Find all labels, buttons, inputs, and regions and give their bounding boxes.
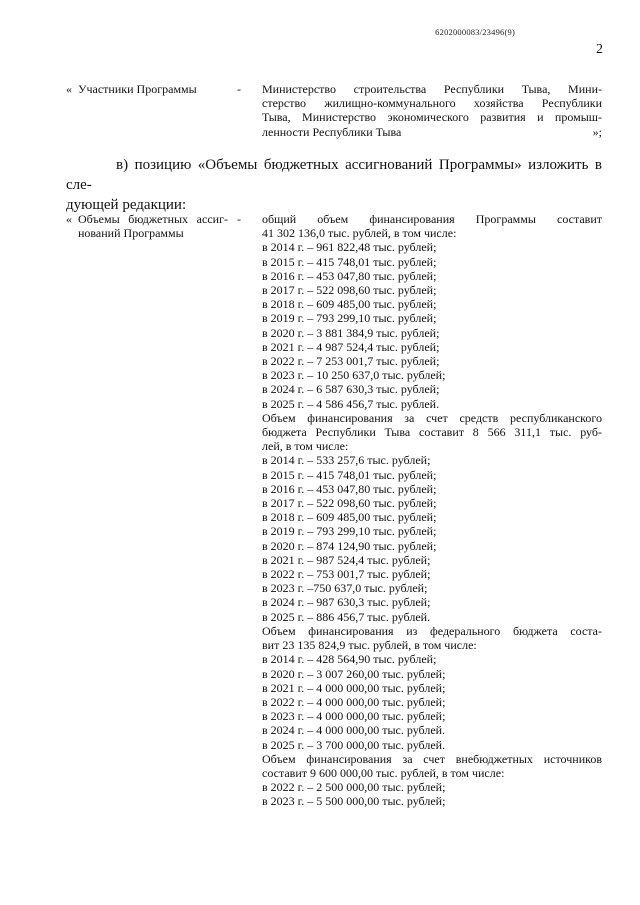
- participants-dash: -: [237, 82, 241, 96]
- page-number: 2: [596, 42, 603, 57]
- participants-quote-open: «: [66, 82, 72, 96]
- volumes-text: [262, 212, 602, 809]
- participants-line: [262, 125, 602, 139]
- item-b-paragraph: [66, 155, 602, 215]
- federal-year-line: в 2025 г. – 3 700 000,00 тыс. рублей.: [262, 737, 446, 752]
- extra-year-line: в 2022 г. – 2 500 000,00 тыс. рублей;: [262, 780, 446, 795]
- participants-line: стерство жилищно-коммунального хозяйства Республики: [262, 96, 602, 111]
- republic-year-line: в 2022 г. – 753 001,7 тыс. рублей;: [262, 567, 431, 582]
- total-year-line: в 2015 г. – 415 748,01 тыс. рублей;: [262, 254, 437, 269]
- extra-year-line: в 2023 г. – 5 500 000,00 тыс. рублей;: [262, 794, 446, 809]
- federal-year-line: в 2020 г. – 3 007 260,00 тыс. рублей;: [262, 666, 446, 681]
- republic-year-line: в 2019 г. – 793 299,10 тыс. рублей;: [262, 524, 437, 539]
- extra-intro-line: Объем финансирования за счет внебюджетных источников: [262, 751, 602, 766]
- total-year-line: в 2022 г. – 7 253 001,7 тыс. рублей;: [262, 354, 440, 369]
- republic-year-line: в 2021 г. – 987 524,4 тыс. рублей;: [262, 552, 431, 567]
- republic-year-line: в 2023 г. –750 637,0 тыс. рублей;: [262, 581, 428, 596]
- total-year-line: в 2014 г. – 961 822,48 тыс. рублей;: [262, 240, 437, 255]
- republic-intro-line: лей, в том числе:: [262, 439, 349, 454]
- extra-intro-line: составит 9 600 000,00 тыс. рублей, в том числе:: [262, 765, 505, 780]
- federal-intro-line: Объем финансирования из федерального бюджета соста-: [262, 623, 602, 638]
- federal-year-line: в 2021 г. – 4 000 000,00 тыс. рублей;: [262, 680, 446, 695]
- document-number: 6202000083/23496(9): [435, 27, 515, 37]
- republic-intro-line: бюджета Республики Тыва составит 8 566 311,1 тыс. руб-: [262, 425, 602, 440]
- total-year-line: в 2021 г. – 4 987 524,4 тыс. рублей;: [262, 339, 440, 354]
- total-intro-line: общий объем финансирования Программы составит: [262, 212, 602, 226]
- volumes-quote-open: «: [66, 212, 72, 226]
- participants-text: [262, 82, 602, 139]
- total-year-line: в 2023 г. – 10 250 637,0 тыс. рублей;: [262, 368, 446, 383]
- total-intro-line: 41 302 136,0 тыс. рублей, в том числе:: [262, 226, 457, 241]
- item-b-line-1: в) позицию «Объемы бюджетных ассигнований Программы» изложить в сле-: [66, 157, 602, 193]
- item-b-line-2: дующей редакции:: [66, 197, 187, 213]
- total-year-line: в 2018 г. – 609 485,00 тыс. рублей;: [262, 297, 437, 312]
- federal-year-line: в 2024 г. – 4 000 000,00 тыс. рублей.: [262, 723, 446, 738]
- republic-intro-line: Объем финансирования за счет средств республиканского: [262, 410, 602, 425]
- republic-year-line: в 2014 г. – 533 257,6 тыс. рублей;: [262, 453, 431, 468]
- republic-year-line: в 2016 г. – 453 047,80 тыс. рублей;: [262, 481, 437, 496]
- federal-year-line: в 2022 г. – 4 000 000,00 тыс. рублей;: [262, 694, 446, 709]
- republic-year-line: в 2025 г. – 886 456,7 тыс. рублей.: [262, 609, 431, 624]
- federal-year-line: в 2023 г. – 4 000 000,00 тыс. рублей;: [262, 709, 446, 724]
- republic-year-line: в 2018 г. – 609 485,00 тыс. рублей;: [262, 510, 437, 525]
- participants-label: Участники Программы: [78, 82, 197, 96]
- total-year-line: в 2017 г. – 522 098,60 тыс. рублей;: [262, 283, 437, 298]
- participants-line: Министерство строительства Республики Тыва, Мини-: [262, 82, 602, 96]
- republic-year-line: в 2024 г. – 987 630,3 тыс. рублей;: [262, 595, 431, 610]
- volumes-label: [78, 212, 228, 240]
- total-year-line: в 2024 г. – 6 587 630,3 тыс. рублей;: [262, 382, 440, 397]
- total-year-line: в 2019 г. – 793 299,10 тыс. рублей;: [262, 311, 437, 326]
- volumes-label-line: Объемы бюджетных ассиг-: [78, 212, 228, 226]
- volumes-dash: -: [237, 212, 241, 226]
- participants-line: Тыва, Министерство экономического развития и промыш-: [262, 110, 602, 125]
- participants-quote-close: »;: [592, 124, 602, 139]
- republic-year-line: в 2017 г. – 522 098,60 тыс. рублей;: [262, 496, 437, 511]
- participants-line-text: ленности Республики Тыва: [262, 124, 402, 139]
- federal-year-line: в 2014 г. – 428 564,90 тыс. рублей;: [262, 652, 437, 667]
- republic-year-line: в 2015 г. – 415 748,01 тыс. рублей;: [262, 467, 437, 482]
- total-year-line: в 2025 г. – 4 586 456,7 тыс. рублей.: [262, 396, 440, 411]
- republic-year-line: в 2020 г. – 874 124,90 тыс. рублей;: [262, 538, 437, 553]
- federal-intro-line: вит 23 135 824,9 тыс. рублей, в том числе:: [262, 638, 477, 653]
- total-year-line: в 2016 г. – 453 047,80 тыс. рублей;: [262, 268, 437, 283]
- total-year-line: в 2020 г. – 3 881 384,9 тыс. рублей;: [262, 325, 440, 340]
- volumes-label-line: нований Программы: [78, 226, 184, 241]
